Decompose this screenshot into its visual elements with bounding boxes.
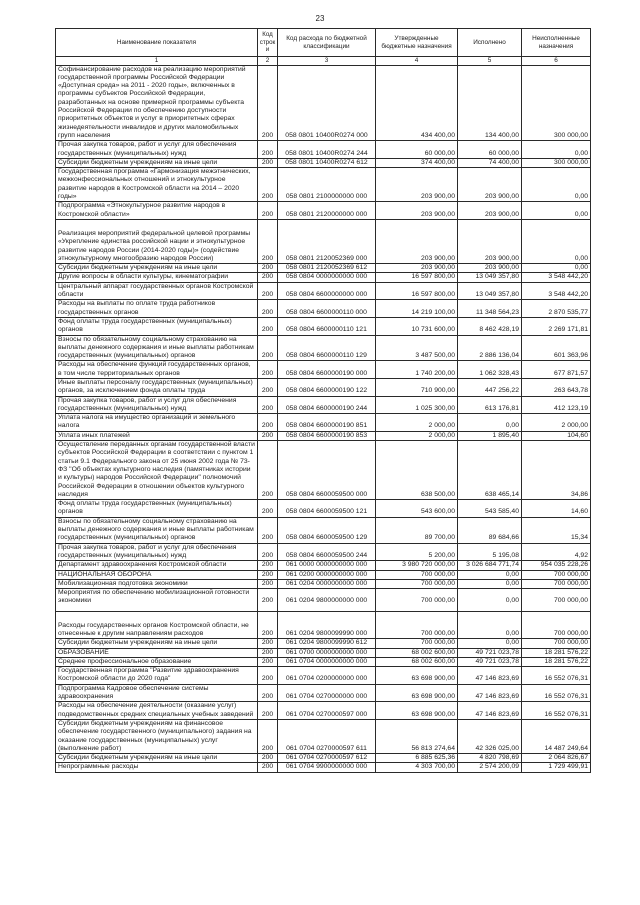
row-unexecuted: 300 000,00 — [522, 65, 591, 141]
row-budget-code: 061 0204 9800099990 612 — [278, 639, 376, 648]
table-row — [56, 396, 591, 414]
row-approved: 700 000,00 — [376, 639, 458, 648]
row-executed: 47 146 823,69 — [458, 684, 522, 702]
row-budget-code: 058 0801 2100000000 000 — [278, 168, 376, 202]
row-budget-code: 061 0704 0200000000 000 — [278, 667, 376, 685]
row-executed: 49 721 023,78 — [458, 648, 522, 657]
row-executed: 134 400,00 — [458, 65, 522, 141]
table-row — [56, 414, 591, 432]
row-approved: 2 000,00 — [376, 431, 458, 440]
row-executed: 89 684,66 — [458, 517, 522, 543]
row-unexecuted: 0,00 — [522, 264, 591, 273]
row-executed: 49 721 023,78 — [458, 657, 522, 666]
row-line-code: 200 — [258, 264, 278, 273]
row-approved: 700 000,00 — [376, 579, 458, 588]
row-executed: 5 195,08 — [458, 543, 522, 561]
row-budget-code: 061 0704 0270000597 000 — [278, 702, 376, 720]
row-unexecuted: 300 000,00 — [522, 158, 591, 167]
table-row — [56, 158, 591, 167]
row-unexecuted: 2 000,00 — [522, 414, 591, 432]
row-unexecuted: 0,00 — [522, 219, 591, 263]
row-executed: 42 326 025,00 — [458, 719, 522, 753]
row-budget-code: 061 0704 0000000000 000 — [278, 657, 376, 666]
row-approved: 203 900,00 — [376, 202, 458, 220]
row-line-code: 200 — [258, 273, 278, 282]
row-executed: 613 176,81 — [458, 396, 522, 414]
row-unexecuted: 15,34 — [522, 517, 591, 543]
table-row — [56, 517, 591, 543]
column-number: 2 — [258, 57, 278, 66]
row-executed: 203 900,00 — [458, 219, 522, 263]
budget-execution-table — [55, 28, 591, 773]
table-row — [56, 763, 591, 772]
row-executed: 638 465,14 — [458, 441, 522, 500]
row-budget-code: 061 0704 0270000597 611 — [278, 719, 376, 753]
row-unexecuted: 412 123,19 — [522, 396, 591, 414]
row-executed: 2 574 200,09 — [458, 763, 522, 772]
row-budget-code: 058 0804 6600000190 853 — [278, 431, 376, 440]
row-unexecuted: 700 000,00 — [522, 639, 591, 648]
row-approved: 10 731 600,00 — [376, 317, 458, 335]
row-unexecuted: 18 281 576,22 — [522, 657, 591, 666]
row-line-code: 200 — [258, 335, 278, 361]
row-executed: 8 462 428,19 — [458, 317, 522, 335]
table-row — [56, 500, 591, 518]
row-approved: 60 000,00 — [376, 141, 458, 159]
table-row — [56, 441, 591, 500]
row-executed: 3 026 684 771,74 — [458, 561, 522, 570]
row-unexecuted: 677 871,57 — [522, 361, 591, 379]
row-budget-code: 058 0801 10400R0274 244 — [278, 141, 376, 159]
row-unexecuted: 954 035 228,26 — [522, 561, 591, 570]
table-row — [56, 335, 591, 361]
row-line-code: 200 — [258, 300, 278, 318]
row-name: Субсидии бюджетным учреждениям на иные цели — [56, 639, 258, 648]
table-row — [56, 657, 591, 666]
row-budget-code: 058 0801 2120052369 612 — [278, 264, 376, 273]
table-row — [56, 754, 591, 763]
row-approved: 63 698 900,00 — [376, 684, 458, 702]
row-name: Субсидии бюджетным учреждениям на финансовое обеспечение государственного (муниципального) задания на оказание государственных (муниципальных) услуг (выполнение работ) — [56, 719, 258, 753]
row-approved: 434 400,00 — [376, 65, 458, 141]
row-executed: 74 400,00 — [458, 158, 522, 167]
row-executed: 60 000,00 — [458, 141, 522, 159]
row-unexecuted: 16 552 076,31 — [522, 702, 591, 720]
row-name: Субсидии бюджетным учреждениям на иные цели — [56, 754, 258, 763]
row-approved: 16 597 800,00 — [376, 273, 458, 282]
row-approved: 1 740 200,00 — [376, 361, 458, 379]
column-number: 5 — [458, 57, 522, 66]
table-row — [56, 378, 591, 396]
row-line-code: 200 — [258, 763, 278, 772]
row-line-code: 200 — [258, 543, 278, 561]
row-name: Государственная программа «Гармонизация межэтнических, межконфессиональных отношений и этнокультурное развитие народов в Костромской области на 2014 – 2020 годы» — [56, 168, 258, 202]
row-name: Осуществление переданных органам государственной власти субъектов Российской Федерации в соответствии с пунктом 1 статьи 9.1 Федерального закона от 25 июня 2002 года № 73-ФЗ "Об объектах культурного наследия (памятниках истории и культуры) народов Российской Федерации" полномочий Российской Федерации в отношении объектов культурного наследия — [56, 441, 258, 500]
row-unexecuted: 2 870 535,77 — [522, 300, 591, 318]
row-line-code: 200 — [258, 219, 278, 263]
row-executed: 0,00 — [458, 414, 522, 432]
row-approved: 203 900,00 — [376, 168, 458, 202]
row-name: Реализация мероприятий федеральной целевой программы «Укрепление единства российской нации и этнокультурное развитие народов России (2014-2020 годы)» (содействие этнокультурному многообразию народов России) — [56, 219, 258, 263]
row-name: Подпрограмма Кадровое обеспечение системы здравоохранения — [56, 684, 258, 702]
table-row — [56, 168, 591, 202]
row-name: Расходы на обеспечение деятельности (оказание услуг) подведомственных средних специальных учебных заведений — [56, 702, 258, 720]
row-executed: 11 348 564,23 — [458, 300, 522, 318]
header-executed: Исполнено — [458, 29, 522, 57]
row-line-code: 200 — [258, 579, 278, 588]
row-line-code: 200 — [258, 684, 278, 702]
row-name: Прочая закупка товаров, работ и услуг для обеспечения государственных (муниципальных) нужд — [56, 543, 258, 561]
row-approved: 16 597 800,00 — [376, 282, 458, 300]
table-header-row — [56, 29, 591, 57]
row-approved: 700 000,00 — [376, 589, 458, 612]
row-executed: 0,00 — [458, 570, 522, 579]
row-name: ОБРАЗОВАНИЕ — [56, 648, 258, 657]
table-row — [56, 667, 591, 685]
row-budget-code: 061 0000 0000000000 000 — [278, 561, 376, 570]
row-line-code: 200 — [258, 648, 278, 657]
row-unexecuted: 0,00 — [522, 141, 591, 159]
table-row — [56, 570, 591, 579]
row-name: Расходы государственных органов Костромской области, не отнесенные к другим направлениям расходов — [56, 611, 258, 639]
table-row — [56, 141, 591, 159]
header-unexecuted: Неисполненные назначения — [522, 29, 591, 57]
row-executed: 203 900,00 — [458, 202, 522, 220]
row-line-code: 200 — [258, 141, 278, 159]
table-row — [56, 648, 591, 657]
row-unexecuted: 34,86 — [522, 441, 591, 500]
row-budget-code: 058 0801 2120052369 000 — [278, 219, 376, 263]
row-name: Мероприятия по обеспечению мобилизационной готовности экономики — [56, 589, 258, 612]
row-budget-code: 061 0204 9800099990 000 — [278, 611, 376, 639]
row-unexecuted: 14 487 249,64 — [522, 719, 591, 753]
row-line-code: 200 — [258, 561, 278, 570]
table-row — [56, 702, 591, 720]
row-line-code: 200 — [258, 282, 278, 300]
row-approved: 700 000,00 — [376, 611, 458, 639]
row-line-code: 200 — [258, 500, 278, 518]
row-approved: 6 885 625,36 — [376, 754, 458, 763]
row-unexecuted: 14,60 — [522, 500, 591, 518]
row-executed: 47 146 823,69 — [458, 667, 522, 685]
row-line-code: 200 — [258, 317, 278, 335]
column-number: 4 — [376, 57, 458, 66]
row-budget-code: 061 0700 0000000000 000 — [278, 648, 376, 657]
table-row — [56, 719, 591, 753]
row-unexecuted: 700 000,00 — [522, 570, 591, 579]
row-name: Подпрограмма «Этнокультурное развитие народов в Костромской области» — [56, 202, 258, 220]
row-budget-code: 058 0804 6600059500 000 — [278, 441, 376, 500]
row-line-code: 200 — [258, 754, 278, 763]
row-budget-code: 058 0804 0000000000 000 — [278, 273, 376, 282]
table-row — [56, 65, 591, 141]
row-name: Другие вопросы в области культуры, кинематографии — [56, 273, 258, 282]
row-executed: 13 049 357,80 — [458, 282, 522, 300]
row-unexecuted: 0,00 — [522, 168, 591, 202]
row-line-code: 200 — [258, 639, 278, 648]
table-row — [56, 579, 591, 588]
row-line-code: 200 — [258, 361, 278, 379]
row-unexecuted: 16 552 076,31 — [522, 667, 591, 685]
table-row — [56, 684, 591, 702]
row-executed: 47 146 823,69 — [458, 702, 522, 720]
row-name: Департамент здравоохранения Костромской области — [56, 561, 258, 570]
row-budget-code: 061 0704 9900000000 000 — [278, 763, 376, 772]
row-approved: 1 025 300,00 — [376, 396, 458, 414]
row-budget-code: 058 0801 10400R0274 612 — [278, 158, 376, 167]
row-budget-code: 058 0804 6600000190 851 — [278, 414, 376, 432]
row-name: Субсидии бюджетным учреждениям на иные цели — [56, 264, 258, 273]
row-line-code: 200 — [258, 719, 278, 753]
row-budget-code: 058 0804 6600000110 121 — [278, 317, 376, 335]
row-name: Расходы на обеспечение функций государственных органов, в том числе территориальных органов — [56, 361, 258, 379]
row-unexecuted: 263 643,78 — [522, 378, 591, 396]
row-line-code: 200 — [258, 657, 278, 666]
table-row — [56, 219, 591, 263]
row-name: Софинансирование расходов на реализацию мероприятий государственной программы Российской Федерации «Доступная среда» на 2011 - 2020 годы», включенных в программы субъектов Российской Федерации, разработанных на основе примерной программы субъекта Российской Федерации по обеспечению доступности приоритетных объектов и услуг в приоритетных сферах жизнедеятельности инвалидов и других маломобильных групп населения — [56, 65, 258, 141]
table-row — [56, 264, 591, 273]
row-approved: 203 900,00 — [376, 264, 458, 273]
row-line-code: 200 — [258, 441, 278, 500]
row-budget-code: 061 0204 0000000000 000 — [278, 579, 376, 588]
row-budget-code: 058 0804 6600059500 121 — [278, 500, 376, 518]
row-name: Фонд оплаты труда государственных (муниципальных) органов — [56, 500, 258, 518]
row-executed: 1 062 328,43 — [458, 361, 522, 379]
row-approved: 68 002 600,00 — [376, 657, 458, 666]
row-approved: 68 002 600,00 — [376, 648, 458, 657]
table-row — [56, 202, 591, 220]
row-name: Центральный аппарат государственных органов Костромской области — [56, 282, 258, 300]
row-name: Расходы на выплаты по оплате труда работников государственных органов — [56, 300, 258, 318]
row-line-code: 200 — [258, 378, 278, 396]
row-budget-code: 058 0804 6600059500 129 — [278, 517, 376, 543]
row-unexecuted: 18 281 576,22 — [522, 648, 591, 657]
row-executed: 543 585,40 — [458, 500, 522, 518]
header-indicator-name: Наименование показателя — [56, 29, 258, 57]
row-line-code: 200 — [258, 168, 278, 202]
row-approved: 638 500,00 — [376, 441, 458, 500]
row-name: Мобилизационная подготовка экономики — [56, 579, 258, 588]
page-number: 23 — [315, 14, 325, 23]
row-name: НАЦИОНАЛЬНАЯ ОБОРОНА — [56, 570, 258, 579]
row-approved: 5 200,00 — [376, 543, 458, 561]
row-unexecuted: 0,00 — [522, 202, 591, 220]
table-row — [56, 543, 591, 561]
row-executed: 0,00 — [458, 589, 522, 612]
row-line-code: 200 — [258, 431, 278, 440]
column-number-row — [56, 57, 591, 66]
row-budget-code: 058 0804 6600000110 129 — [278, 335, 376, 361]
row-approved: 89 700,00 — [376, 517, 458, 543]
row-budget-code: 061 0200 0000000000 000 — [278, 570, 376, 579]
row-unexecuted: 1 729 499,91 — [522, 763, 591, 772]
row-name: Среднее профессиональное образование — [56, 657, 258, 666]
row-budget-code: 061 0204 9800000000 000 — [278, 589, 376, 612]
row-budget-code: 058 0804 6600000190 000 — [278, 361, 376, 379]
row-executed: 203 900,00 — [458, 168, 522, 202]
row-budget-code: 061 0704 0270000000 000 — [278, 684, 376, 702]
row-unexecuted: 4,92 — [522, 543, 591, 561]
row-line-code: 200 — [258, 667, 278, 685]
row-executed: 0,00 — [458, 639, 522, 648]
row-unexecuted: 700 000,00 — [522, 589, 591, 612]
row-approved: 63 698 900,00 — [376, 702, 458, 720]
row-unexecuted: 700 000,00 — [522, 579, 591, 588]
row-unexecuted: 3 548 442,20 — [522, 282, 591, 300]
row-name: Взносы по обязательному социальному страхованию на выплаты денежного содержания и иные выплаты работникам государственных (муниципальных) органов — [56, 335, 258, 361]
table-row — [56, 639, 591, 648]
table-row — [56, 273, 591, 282]
column-number: 6 — [522, 57, 591, 66]
table-row — [56, 317, 591, 335]
row-executed: 2 886 136,04 — [458, 335, 522, 361]
table-row — [56, 561, 591, 570]
row-name: Уплата налога на имущество организаций и земельного налога — [56, 414, 258, 432]
row-name: Иные выплаты персоналу государственных (муниципальных) органов, за исключением фонда оплаты труда — [56, 378, 258, 396]
row-name: Взносы по обязательному социальному страхованию на выплаты денежного содержания и иные выплаты работникам государственных (муниципальных) органов — [56, 517, 258, 543]
row-budget-code: 058 0801 2120000000 000 — [278, 202, 376, 220]
row-approved: 3 487 500,00 — [376, 335, 458, 361]
row-approved: 14 219 100,00 — [376, 300, 458, 318]
row-approved: 203 900,00 — [376, 219, 458, 263]
row-line-code: 200 — [258, 65, 278, 141]
row-budget-code: 058 0801 10400R0274 000 — [278, 65, 376, 141]
row-approved: 56 813 274,64 — [376, 719, 458, 753]
row-line-code: 200 — [258, 202, 278, 220]
row-approved: 63 698 900,00 — [376, 667, 458, 685]
row-line-code: 200 — [258, 517, 278, 543]
row-budget-code: 058 0804 6600000190 122 — [278, 378, 376, 396]
row-approved: 4 303 700,00 — [376, 763, 458, 772]
row-unexecuted: 16 552 076,31 — [522, 684, 591, 702]
row-line-code: 200 — [258, 158, 278, 167]
row-approved: 710 900,00 — [376, 378, 458, 396]
row-executed: 0,00 — [458, 579, 522, 588]
table-row — [56, 300, 591, 318]
row-line-code: 200 — [258, 611, 278, 639]
row-line-code: 200 — [258, 589, 278, 612]
row-executed: 1 895,40 — [458, 431, 522, 440]
row-line-code: 200 — [258, 570, 278, 579]
row-line-code: 200 — [258, 396, 278, 414]
row-unexecuted: 104,60 — [522, 431, 591, 440]
row-executed: 447 256,22 — [458, 378, 522, 396]
row-name: Уплата иных платежей — [56, 431, 258, 440]
table-row — [56, 282, 591, 300]
column-number: 1 — [56, 57, 258, 66]
row-approved: 2 000,00 — [376, 414, 458, 432]
row-name: Государственная программа "Развитие здравоохранения Костромской области до 2020 года" — [56, 667, 258, 685]
row-line-code: 200 — [258, 414, 278, 432]
row-executed: 203 900,00 — [458, 264, 522, 273]
row-unexecuted: 601 363,96 — [522, 335, 591, 361]
row-budget-code: 058 0804 6600000110 000 — [278, 300, 376, 318]
header-budget-code: Код расхода по бюджетной классификации — [278, 29, 376, 57]
row-approved: 700 000,00 — [376, 570, 458, 579]
row-name: Прочая закупка товаров, работ и услуг для обеспечения государственных (муниципальных) нужд — [56, 141, 258, 159]
row-name: Субсидии бюджетным учреждениям на иные цели — [56, 158, 258, 167]
row-unexecuted: 3 548 442,20 — [522, 273, 591, 282]
row-executed: 13 049 357,80 — [458, 273, 522, 282]
row-budget-code: 061 0704 0270000597 612 — [278, 754, 376, 763]
row-budget-code: 058 0804 6600000190 244 — [278, 396, 376, 414]
row-executed: 4 820 798,69 — [458, 754, 522, 763]
table-row — [56, 431, 591, 440]
table-row — [56, 589, 591, 612]
header-line-code: Код строк и — [258, 29, 278, 57]
row-unexecuted: 700 000,00 — [522, 611, 591, 639]
row-name: Прочая закупка товаров, работ и услуг для обеспечения государственных (муниципальных) нужд — [56, 396, 258, 414]
row-executed: 0,00 — [458, 611, 522, 639]
column-number: 3 — [278, 57, 376, 66]
row-approved: 374 400,00 — [376, 158, 458, 167]
table-row — [56, 361, 591, 379]
header-approved: Утвержденные бюджетные назначения — [376, 29, 458, 57]
row-unexecuted: 2 269 171,81 — [522, 317, 591, 335]
row-line-code: 200 — [258, 702, 278, 720]
row-unexecuted: 2 064 826,67 — [522, 754, 591, 763]
row-name: Фонд оплаты труда государственных (муниципальных) органов — [56, 317, 258, 335]
row-name: Непрограммные расходы — [56, 763, 258, 772]
row-budget-code: 058 0804 6600059500 244 — [278, 543, 376, 561]
table-row — [56, 611, 591, 639]
row-budget-code: 058 0804 6600000000 000 — [278, 282, 376, 300]
row-approved: 543 600,00 — [376, 500, 458, 518]
row-approved: 3 980 720 000,00 — [376, 561, 458, 570]
